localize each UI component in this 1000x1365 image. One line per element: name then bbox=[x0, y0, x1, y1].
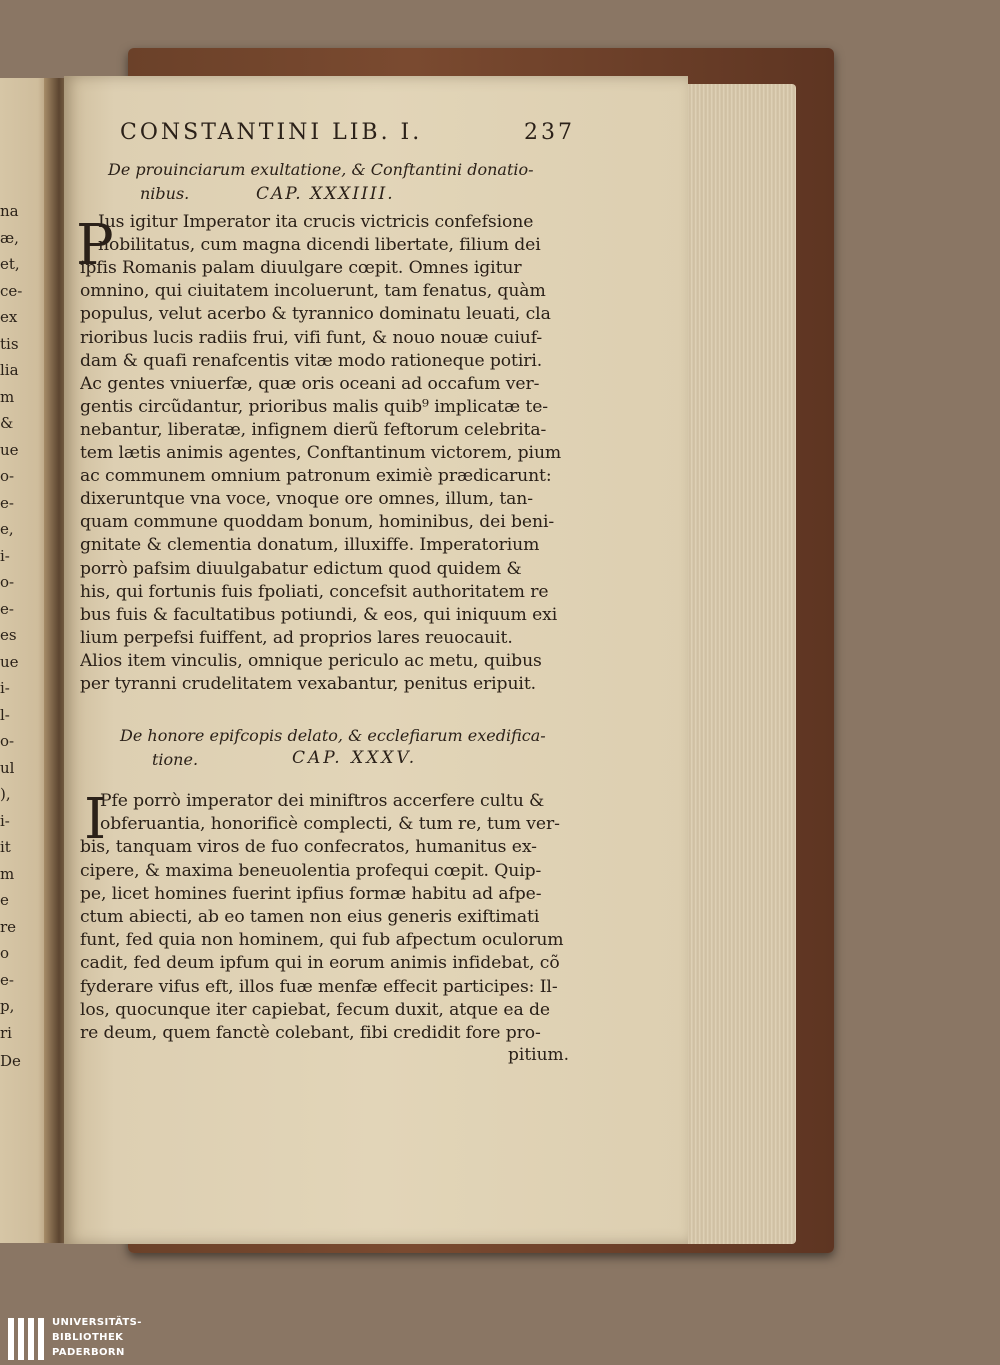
left-page-fragment: De bbox=[0, 1052, 21, 1070]
left-page-fragment: tis bbox=[0, 334, 19, 353]
text-line: ipfis Romanis palam diuulgare cœpit. Omnes igitur bbox=[80, 258, 522, 279]
logo-line3: PADERBORN bbox=[52, 1347, 125, 1358]
left-page-fragment: i- bbox=[0, 811, 10, 830]
text-line: his, qui fortunis fuis fpoliati, concefsit authoritatem re bbox=[80, 581, 549, 602]
text-line: dixeruntque vna voce, vnoque ore omnes, illum, tan- bbox=[80, 489, 533, 510]
text-line: bis, tanquam viros de fuo confecratos, humanitus ex- bbox=[80, 837, 537, 858]
left-page-fragment: m bbox=[0, 864, 15, 883]
text-line: dam & quafi renafcentis vitæ modo rationeque potiri. bbox=[80, 350, 543, 371]
text-line: bus fuis & facultatibus potiundi, & eos, qui iniquum exi bbox=[80, 604, 558, 625]
text-line: ctum abiecti, ab eo tamen non eius generis exiftimati bbox=[80, 907, 540, 927]
left-page-fragment: o bbox=[0, 944, 10, 962]
left-page-fragment: na bbox=[0, 202, 19, 220]
logo-line2: BIBLIOTHEK bbox=[52, 1332, 124, 1343]
text-line: gnitate & clementia donatum, illuxiffe. Imperatorium bbox=[80, 535, 540, 556]
left-page-fragment: e, bbox=[0, 520, 14, 538]
text-line: rioribus lucis radiis frui, vifi funt, & nouo nouæ cuiuf- bbox=[80, 327, 543, 348]
running-head-title: CONSTANTINI LIB. I. bbox=[120, 120, 423, 145]
left-page-fragment: l- bbox=[0, 705, 10, 724]
text-line: cipere, & maxima beneuolentia profequi cœpit. Quip- bbox=[80, 860, 542, 881]
left-page-fragment: e- bbox=[0, 599, 14, 618]
chapter-34-title-line1: De prouinciarum exultatione, & Conftantini donatio- bbox=[108, 160, 534, 179]
text-line: obferuantia, honorificè complecti, & tum re, tum ver- bbox=[100, 814, 560, 835]
running-head bbox=[120, 120, 575, 152]
page-number: 237 bbox=[524, 120, 575, 145]
chapter-34-cap: CAP. XXXIIII. bbox=[256, 184, 395, 204]
text-line: Ius igitur Imperator ita crucis victricis confefsione bbox=[98, 212, 534, 232]
left-page-fragment: ), bbox=[0, 785, 11, 803]
left-page-fragment: et, bbox=[0, 255, 20, 273]
text-line: gentis circũdantur, prioribus malis quib⁹ implicatæ te- bbox=[80, 396, 548, 417]
left-page-fragment: i- bbox=[0, 546, 10, 565]
left-page-fragment: es bbox=[0, 626, 17, 644]
left-page-fragment: m bbox=[0, 387, 15, 406]
text-line: ac communem omnium patronum eximiè prædicarunt: bbox=[80, 466, 552, 487]
text-line: quam commune quoddam bonum, hominibus, dei beni- bbox=[80, 512, 555, 533]
page-edges bbox=[672, 84, 796, 1244]
text-line: fyderare vifus eft, illos fuæ menfæ effecit participes: Il- bbox=[80, 976, 558, 997]
left-page-fragment: e- bbox=[0, 493, 14, 512]
left-page-fragment: it bbox=[0, 838, 11, 856]
text-line: Alios item vinculis, omnique periculo ac metu, quibus bbox=[80, 650, 542, 671]
left-page-fragment: ue bbox=[0, 440, 19, 459]
left-page-fragment: re bbox=[0, 917, 17, 936]
chapter-35-cap: CAP. XXXV. bbox=[292, 748, 418, 768]
chapter-35-title-line1: De honore epifcopis delato, & ecclefiarum exedifica- bbox=[120, 726, 546, 745]
left-page-fragment: o- bbox=[0, 732, 15, 750]
left-page-fragment: o- bbox=[0, 573, 15, 591]
left-page-fragment: ex bbox=[0, 308, 18, 326]
text-line: nebantur, liberatæ, infignem dierũ feftorum celebrita- bbox=[80, 419, 547, 440]
text-line: Ac gentes vniuerfæ, quæ oris oceani ad occafum ver- bbox=[80, 373, 540, 394]
text-line: funt, fed quia non hominem, qui fub afpectum oculorum bbox=[80, 930, 564, 951]
text-line: pe, licet homines fuerint ipfius formæ habitu ad afpe- bbox=[80, 883, 542, 904]
text-line: per tyranni crudelitatem vexabantur, penitus eripuit. bbox=[80, 674, 537, 694]
chapter-34-dropcap: P bbox=[76, 213, 114, 278]
left-page-fragment: ri bbox=[0, 1023, 12, 1042]
logo-line1: UNIVERSITÄTS- bbox=[52, 1317, 142, 1328]
left-page-fragment: p, bbox=[0, 997, 15, 1015]
chapter-35-title-line2: tione. bbox=[152, 750, 199, 769]
text-line: Pfe porrò imperator dei miniftros accerfere cultu & bbox=[100, 791, 545, 811]
text-line: cadit, fed deum ipfum qui in eorum animis infidebat, cõ bbox=[80, 953, 560, 974]
left-page-fragment: & bbox=[0, 414, 14, 432]
text-line: nobilitatus, cum magna dicendi libertate, filium dei bbox=[98, 235, 541, 256]
text-line: los, quocunque iter capiebat, fecum duxit, atque ea de bbox=[80, 999, 550, 1020]
text-line: populus, velut acerbo & tyrannico dominatu leuati, cla bbox=[80, 304, 551, 325]
chapter-34-title-line2: nibus. bbox=[140, 184, 190, 203]
text-line: re deum, quem fanctè colebant, fibi credidit fore pro- bbox=[80, 1023, 541, 1043]
library-logo-icon bbox=[6, 1316, 46, 1362]
left-page-fragment: e bbox=[0, 891, 9, 909]
left-page-fragment: ue bbox=[0, 652, 19, 671]
text-line: tem lætis animis agentes, Conftantinum victorem, pium bbox=[80, 443, 562, 463]
left-page-fragment: lia bbox=[0, 361, 19, 379]
left-page-fragment: æ, bbox=[0, 228, 19, 247]
text-line: lium perpefsi fuiffent, ad proprios lares reuocauit. bbox=[80, 627, 513, 648]
left-page-fragment: ul bbox=[0, 758, 15, 777]
text-line: omnino, qui ciuitatem incoluerunt, tam fenatus, quàm bbox=[80, 281, 546, 302]
left-page-fragment: e- bbox=[0, 970, 14, 989]
text-line: porrò pafsim diuulgabatur edictum quod quidem & bbox=[80, 558, 522, 579]
left-page-fragment: i- bbox=[0, 679, 10, 697]
chapter-35-dropcap: I bbox=[84, 787, 107, 852]
catchword: pitium. bbox=[508, 1045, 570, 1065]
left-page-fragment: ce- bbox=[0, 281, 23, 300]
left-page-fragment: o- bbox=[0, 467, 15, 485]
